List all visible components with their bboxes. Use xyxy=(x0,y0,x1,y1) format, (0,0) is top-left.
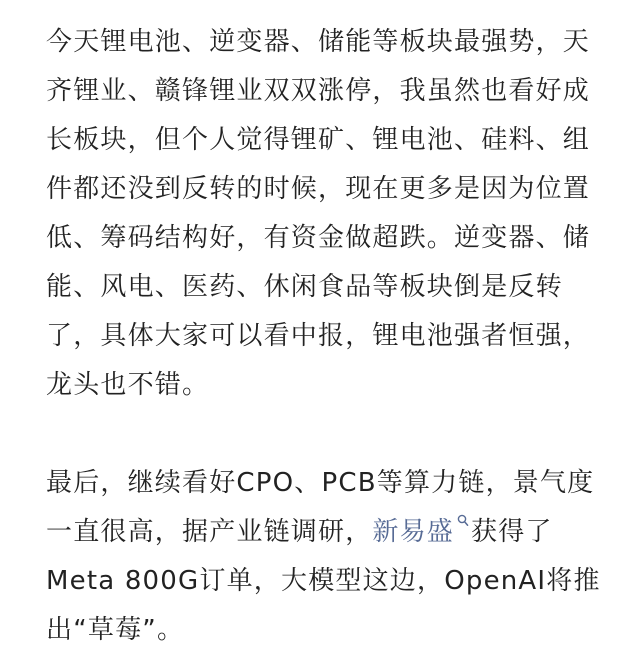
text-line: 齐锂业、赣锋锂业双双涨停，我虽然也看好成 xyxy=(46,76,591,106)
text-line: 最后，继续看好CPO、PCB等算力链，景气度 xyxy=(46,468,595,498)
text-line: 长板块，但个人觉得锂矿、锂电池、硅料、组 xyxy=(46,125,591,155)
paragraph-computing-chain xyxy=(46,459,612,655)
text-line: 了，具体大家可以看中报，锂电池强者恒强， xyxy=(46,321,591,351)
text-line: 能、风电、医药、休闲食品等板块倒是反转 xyxy=(46,272,563,302)
text-line: 出“草莓”。 xyxy=(46,615,185,645)
text-line: Meta 800G订单，大模型这边，OpenAI将推 xyxy=(46,566,601,596)
paragraph-market-analysis xyxy=(46,18,612,410)
article-body xyxy=(46,18,612,655)
text-line xyxy=(46,508,612,557)
stock-link-label[interactable]: 新易盛 xyxy=(372,517,455,547)
text-line: 件都还没到反转的时候，现在更多是因为位置 xyxy=(46,174,591,204)
text-line: 龙头也不错。 xyxy=(46,370,210,400)
search-icon[interactable] xyxy=(457,514,469,528)
text-line: 低、筹码结构好，有资金做超跌。逆变器、储 xyxy=(46,223,591,253)
text-segment: 一直很高，据产业链调研， xyxy=(46,517,373,547)
text-segment: 获得了 xyxy=(471,517,553,547)
text-line: 今天锂电池、逆变器、储能等板块最强势，天 xyxy=(46,27,591,57)
stock-link[interactable] xyxy=(372,517,471,547)
